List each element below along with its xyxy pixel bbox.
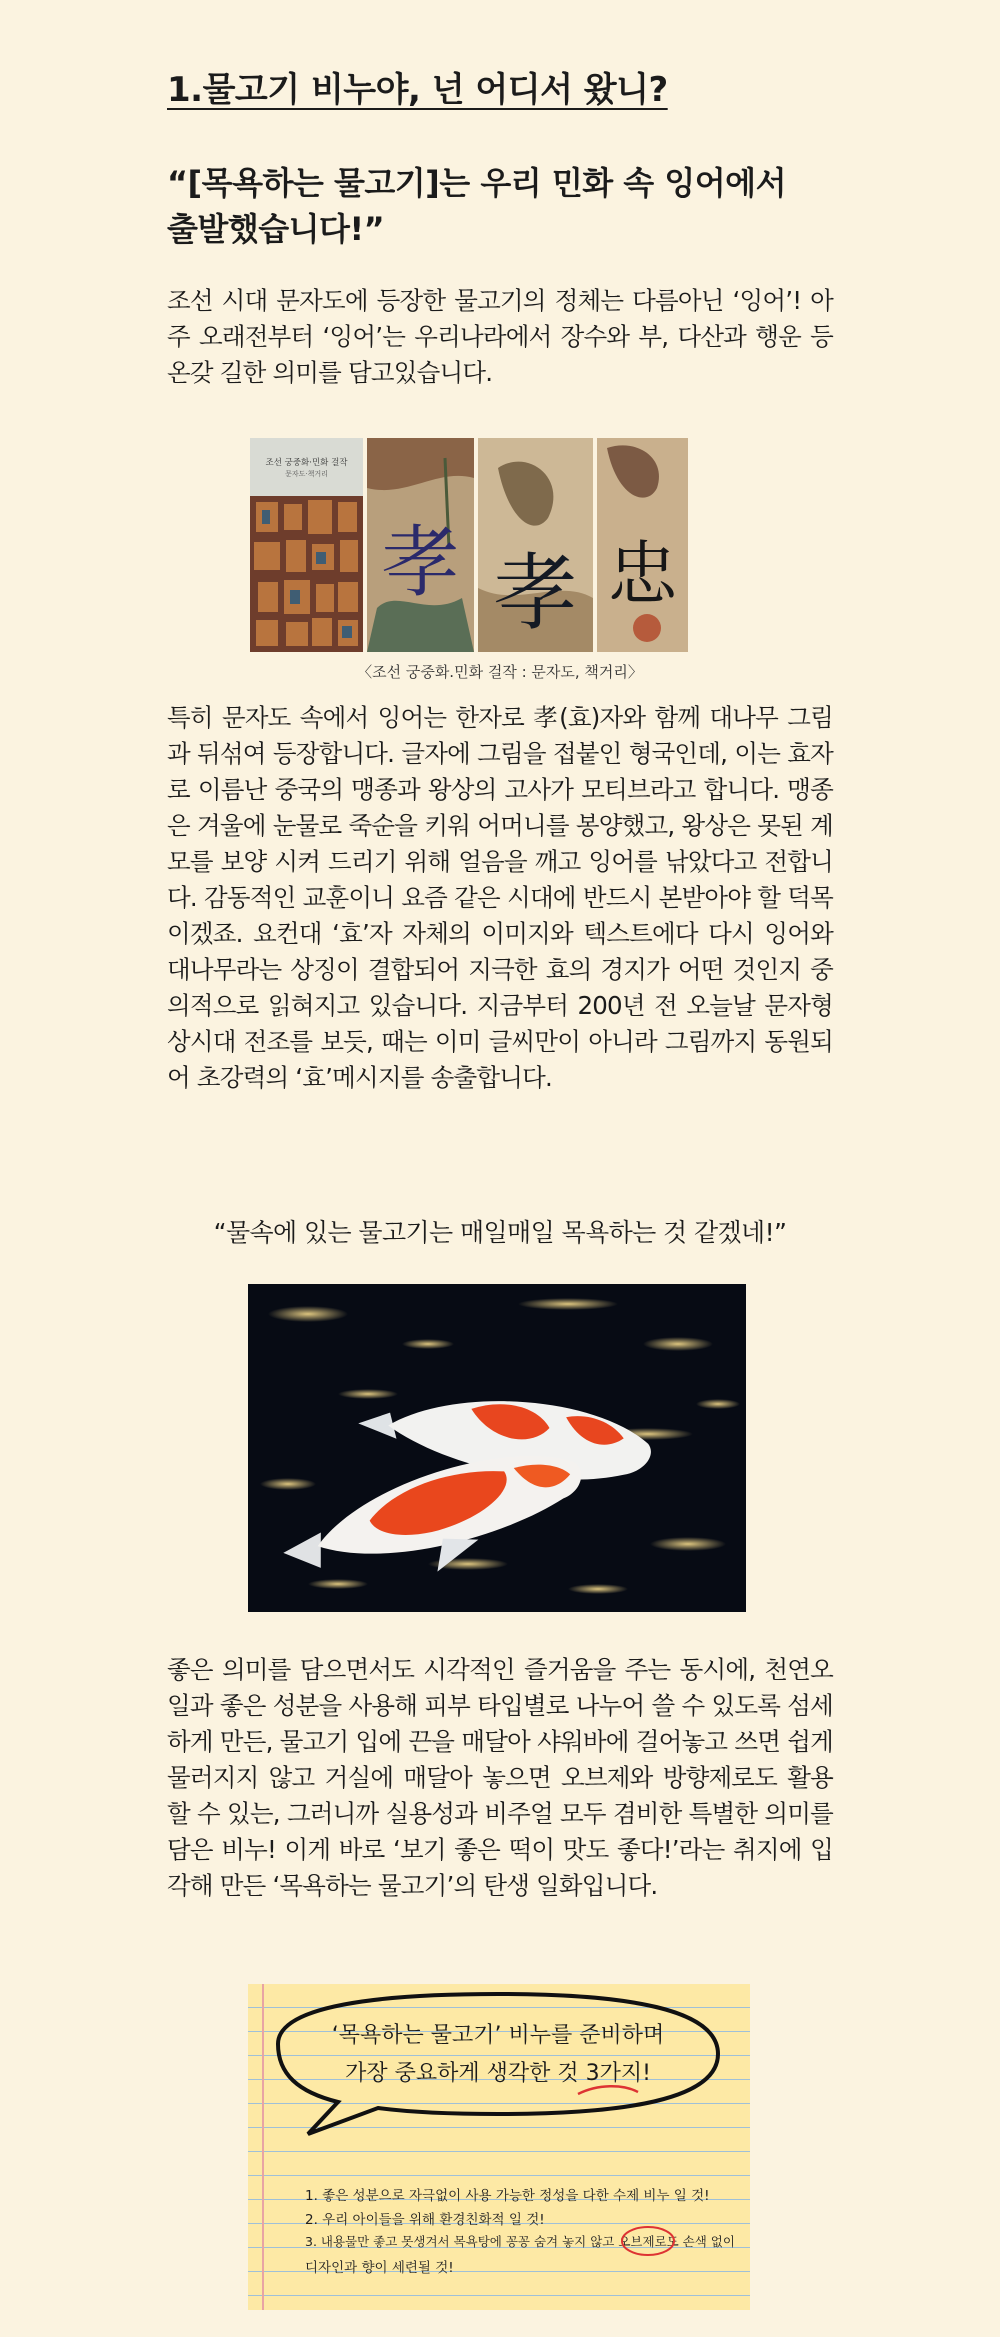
subheading	[167, 160, 833, 252]
subheading-line-1: “[목욕하는 물고기]는 우리 민화 속 잉어에서	[167, 164, 786, 202]
chung-painting	[597, 438, 688, 652]
bookshelf-pattern	[250, 496, 363, 652]
hyo-character-2: 孝	[493, 544, 578, 642]
hyo-painting-1	[367, 438, 474, 652]
intro-paragraph: 조선 시대 문자도에 등장한 물고기의 정체는 다름아닌 ‘잉어’! 아주 오래전부터 ‘잉어’는 우리나라에서 장수와 부, 다산과 행운 등 온갖 길한 의미를 담고있습니다.	[167, 286, 833, 387]
quote-text: “물속에 있는 물고기는 매일매일 목욕하는 것 같겠네!”	[213, 1218, 787, 1247]
koi-photo	[248, 1284, 746, 1612]
hyo-character-1: 孝	[381, 518, 460, 608]
koi-illustration	[248, 1284, 746, 1612]
closing-paragraph: 좋은 의미를 담으면서도 시각적인 즐거움을 주는 동시에, 천연오일과 좋은 성분을 사용해 피부 타입별로 나누어 쓸 수 있도록 섬세하게 만든, 물고기 입에 끈을 매달아 샤워바에 걸어놓고 쓰면 쉽게 물러지지 않고 거실에 매달아 놓으면 오브제와 방향제로도 활용할 수 있는, 그러니까 실용성과 비주얼 모두 겸비한 특별한 의미를 담은 비누! 이게 바로 ‘보기 좋은 떡이 맛도 좋다!’라는 취지에 입각해 만든 ‘목욕하는 물고기’의 탄생 일화입니다.	[167, 1655, 833, 1900]
book-title: 조선 궁중화·민화 걸작	[265, 458, 348, 468]
bubble-line-2: 가장 중요하게 생각한 것 3가지!	[345, 2061, 651, 2086]
page-title: 1.물고기 비누야, 넌 어디서 왔니?	[167, 70, 668, 110]
book-cover-panel	[250, 438, 363, 652]
lower-koi	[274, 1447, 591, 1592]
hyo-painting-2	[478, 438, 593, 652]
book-subtitle: 문자도·책거리	[285, 470, 328, 478]
story-paragraph: 특히 문자도 속에서 잉어는 한자로 孝(효)자와 함께 대나무 그림과 뒤섞여 등장합니다. 글자에 그림을 접붙인 형국인데, 이는 효자로 이름난 중국의 맹종과 왕상의 고사가 모티브라고 합니다. 맹종은 겨울에 눈물로 죽순을 키워 어머니를 봉양했고, 왕상은 못된 계모를 보양 시켜 드리기 위해 얼음을 깨고 잉어를 낚았다고 전합니다. 감동적인 교훈이니 요즘 같은 시대에 반드시 본받아야 할 덕목이겠죠. 요컨대 ‘효’자 자체의 이미지와 텍스트에다 다시 잉어와 대나무라는 상징이 결합되어 지극한 효의 경지가 어떤 것인지 중의적으로 읽혀지고 있습니다. 지금부터 200년 전 오늘날 문자형상시대 전조를 보듯, 때는 이미 글씨만이 아니라 그림까지 동원되어 초강력의 ‘효’메시지를 송출합니다.	[167, 703, 833, 1092]
note-item-4: 디자인과 향이 세련될 것!	[305, 2260, 454, 2276]
note-item-1: 1. 좋은 성분으로 자극없이 사용 가능한 정성을 다한 수제 비누 일 것!	[305, 2188, 710, 2204]
munjado-collage-image	[250, 438, 750, 652]
note-item-2: 2. 우리 아이들을 위해 환경친화적 일 것!	[305, 2212, 545, 2228]
image-caption: 〈조선 궁중화.민화 걸작 : 문자도, 책거리〉	[357, 663, 643, 681]
notepad-image	[248, 1984, 750, 2310]
subheading-line-2: 출발했습니다!”	[167, 210, 385, 248]
bubble-line-1: ‘목욕하는 물고기’ 비누를 준비하며	[331, 2023, 665, 2048]
note-item-3: 3. 내용물만 좋고 못생겨서 목욕탕에 꽁꽁 숨겨 놓지 않고 오브제로도 손색 없이	[305, 2234, 735, 2249]
chung-character: 忠	[607, 533, 678, 615]
